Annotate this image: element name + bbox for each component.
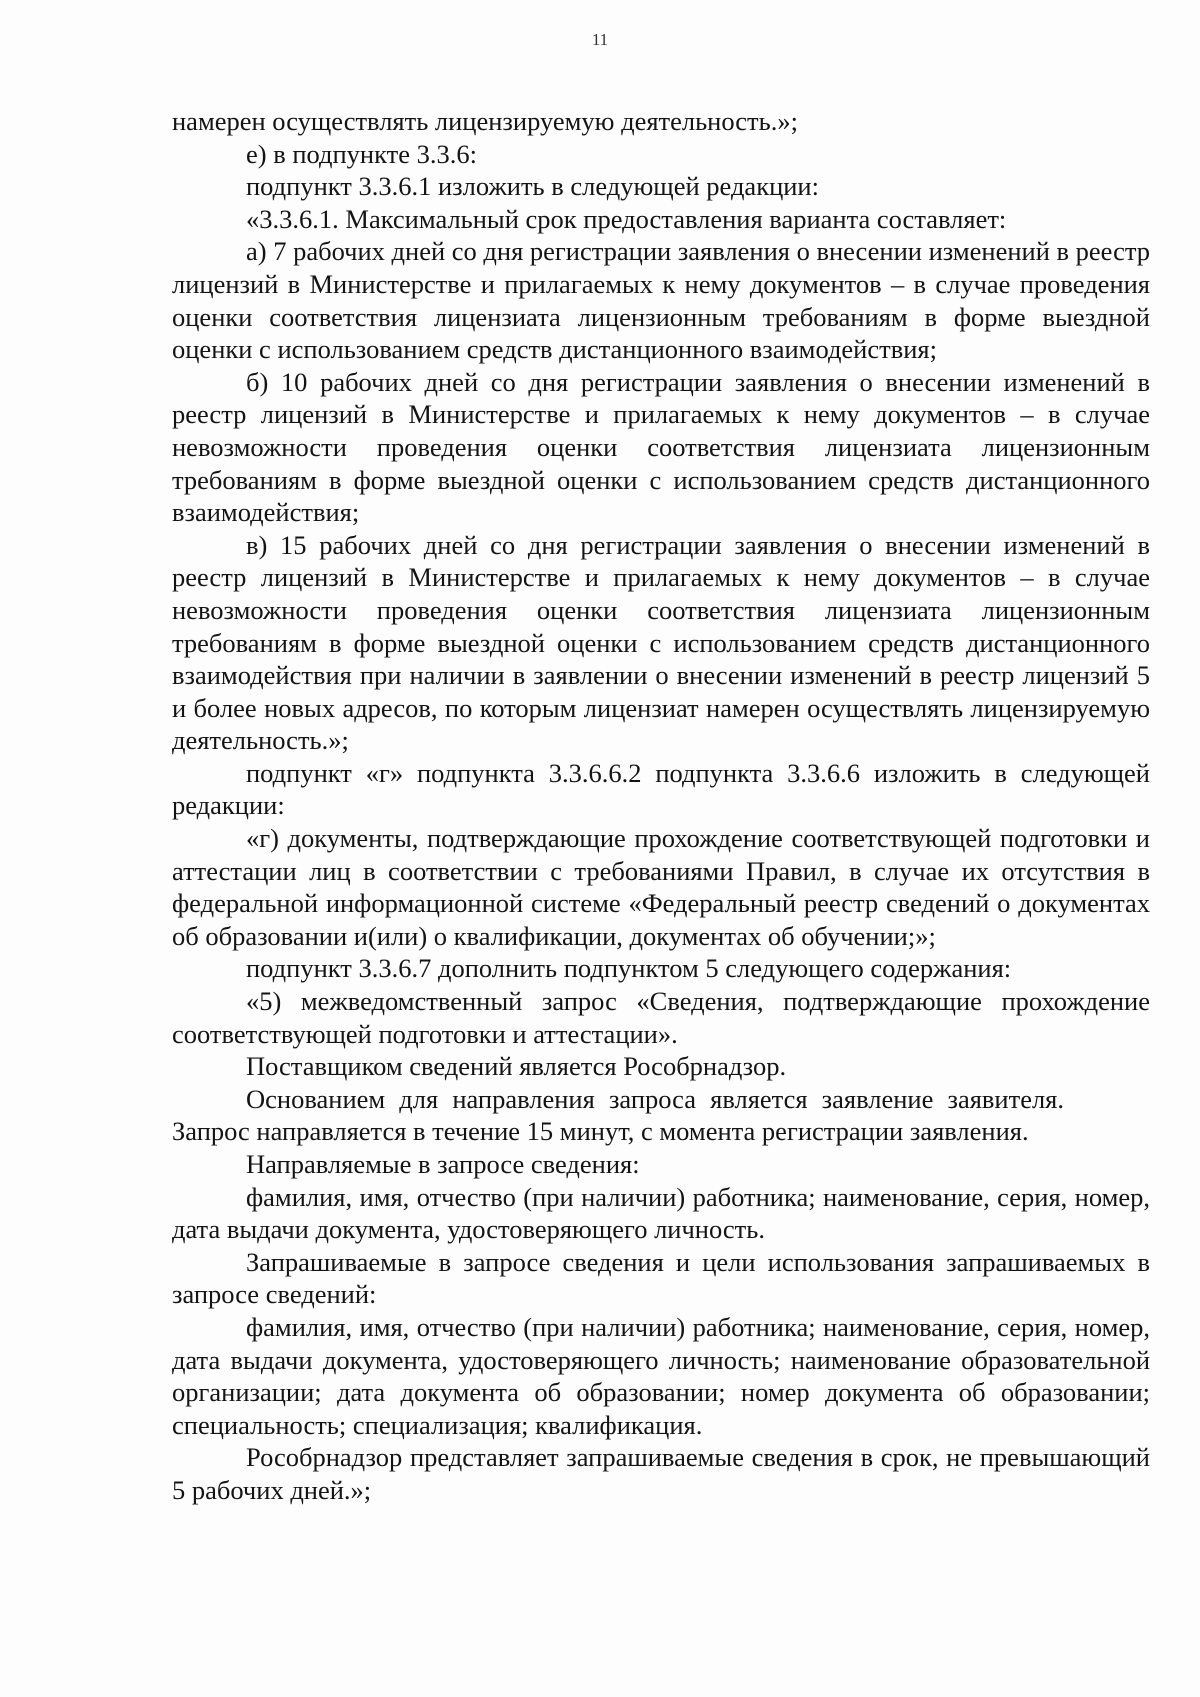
paragraph-17: фамилия, имя, отчество (при наличии) работника; наименование, серия, номер, дата выдачи документа, удостоверяющего личность; наименование образовательной организации; дата документа об образовании; номер документа об образовании; специальность; специализация; квалификация. [172,1311,1150,1440]
paragraph-10: подпункт 3.3.6.7 дополнить подпунктом 5 следующего содержания: [246,953,1012,984]
paragraph-5: а) 7 рабочих дней со дня регистрации заявления о внесении изменений в реестр лицензий в Министерстве и прилагаемых к нему документов – в случае проведения оценки соответствия лицензиата лицензионным требованиям в форме выездной оценки с использованием средств дистанционного взаимодействия; [172,236,1150,365]
paragraph-11: «5) межведомственный запрос «Сведения, подтверждающие прохождение соответствующей подготовки и аттестации». [172,986,1150,1049]
page-number: 11 [591,30,609,49]
paragraph-12: Поставщиком сведений является Рособрнадзор. [246,1051,787,1082]
paragraph-6: б) 10 рабочих дней со дня регистрации заявления о внесении изменений в реестр лицензий в Министерстве и прилагаемых к нему документов – в случае невозможности проведения оценки соответствия лицензиата лицензионным требованиям в форме выездной оценки с использованием средств дистанционного взаимодействия; [172,366,1150,528]
paragraph-1: намерен осуществлять лицензируемую деятельность.»; [172,106,798,136]
paragraph-9: «г) документы, подтверждающие прохождение соответствующей подготовки и аттестации лиц в соответствии с требованиями Правил, в случае их отсутствия в федеральной информационной системе «Федеральный реестр сведений о документах об образовании и(или) о квалификации, документах об обучении;»; [172,823,1150,951]
paragraph-16: Запрашиваемые в запросе сведения и цели использования запрашиваемых в запросе сведений: [172,1246,1150,1310]
paragraph-13: Основанием для направления запроса является заявление заявителя. Запрос направляется в течение 15 минут, с момента регистрации заявления. [172,1083,1064,1147]
paragraph-14: Направляемые в запросе сведения: [246,1149,640,1179]
paragraph-3: подпункт 3.3.6.1 изложить в следующей редакции: [246,171,819,202]
paragraph-4: «3.3.6.1. Максимальный срок предоставления варианта составляет: [246,203,1007,234]
paragraph-8: подпункт «г» подпункта 3.3.6.6.2 подпункта 3.3.6.6 изложить в следующей редакции: [172,757,1150,821]
paragraph-7: в) 15 рабочих дней со дня регистрации заявления о внесении изменений в реестр лицензий в Министерстве и прилагаемых к нему документов – в случае невозможности проведения оценки соответствия лицензиата лицензионным требованиям в форме выездной оценки с использованием средств дистанционного взаимодействия при наличии в заявлении о внесении изменений в реестр лицензий 5 и более новых адресов, по которым лицензиат намерен осуществлять лицензируемую деятельность.»; [172,529,1150,756]
paragraph-15: фамилия, имя, отчество (при наличии) работника; наименование, серия, номер, дата выдачи документа, удостоверяющего личность. [172,1181,1150,1245]
paragraph-2: е) в подпункте 3.3.6: [246,138,477,169]
paragraph-18: Рособрнадзор представляет запрашиваемые сведения в срок, не превышающий 5 рабочих дней.»; [172,1442,1150,1505]
document-body [172,105,1150,1507]
